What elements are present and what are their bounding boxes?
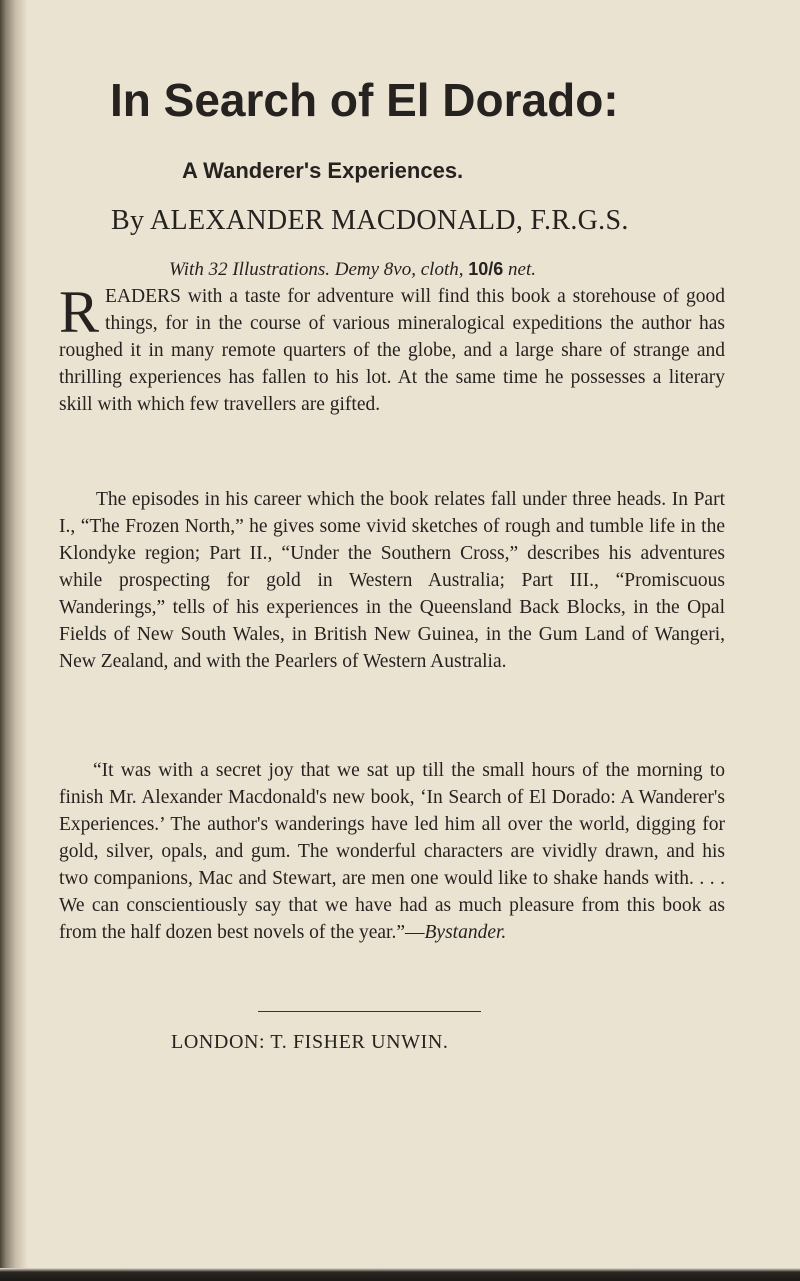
book-subtitle: A Wanderer's Experiences. [182,158,464,183]
review-quote-text: “It was with a secret joy that we sat up till the small hours of the morning to finish Mr. Alexander Macdonald's new book, ‘In Search of El Dorado: A Wanderer's Experiences.’ The author's wanderings have led him all over the world, digging for gold, silver, opals, and gum. The wonderful characters are vividly drawn, and his two companions, Mac and Stewart, are men one would like to shake hands with. . . . We can conscientiously say that we have had as much pleasure from this book as from the half dozen best novels of the year.”— [59,760,725,943]
author-line: By ALEXANDER MACDONALD, F.R.G.S. [111,205,629,236]
price-net: net. [508,259,536,280]
book-title: In Search of El Dorado: [110,74,619,126]
paragraph-episodes: The episodes in his career which the book relates fall under three heads. In Part I., “The Frozen North,” he gives some vivid sketches of rough and tumble life in the Klondyke region; Part II., “Under the Southern Cross,” describes his adventures while prospecting for gold in Western Australia; Part III., “Promiscuous Wanderings,” tells of his experiences in the Queensland Back Blocks, in the Opal Fields of New South Wales, in British New Guinea, in the Gum Land of Wangeri, New Zealand, and with the Pearlers of Western Australia. [59,489,725,672]
paragraph-intro [59,279,725,418]
format-details: With 32 Illustrations. Demy 8vo, cloth, [169,259,464,280]
paragraph-intro-text: EADERS with a taste for adventure will find this book a storehouse of good things, for in the course of various mineralogical expeditions the author has roughed it in many remote quarters of the globe, and a large share of strange and thrilling experiences has fallen to his lot. At the same time he possesses a literary skill with which few travellers are gifted. [59,286,725,415]
page-spine-shadow [0,0,28,1281]
divider-rule [258,1011,481,1012]
book-details [169,256,729,283]
review-source: Bystander. [424,922,507,943]
publisher-imprint: LONDON: T. FISHER UNWIN. [171,1031,449,1053]
page-bottom-edge [0,1268,800,1281]
price: 10/6 [468,259,504,279]
paragraph-review-quote [59,757,725,946]
drop-cap: R [59,279,100,345]
